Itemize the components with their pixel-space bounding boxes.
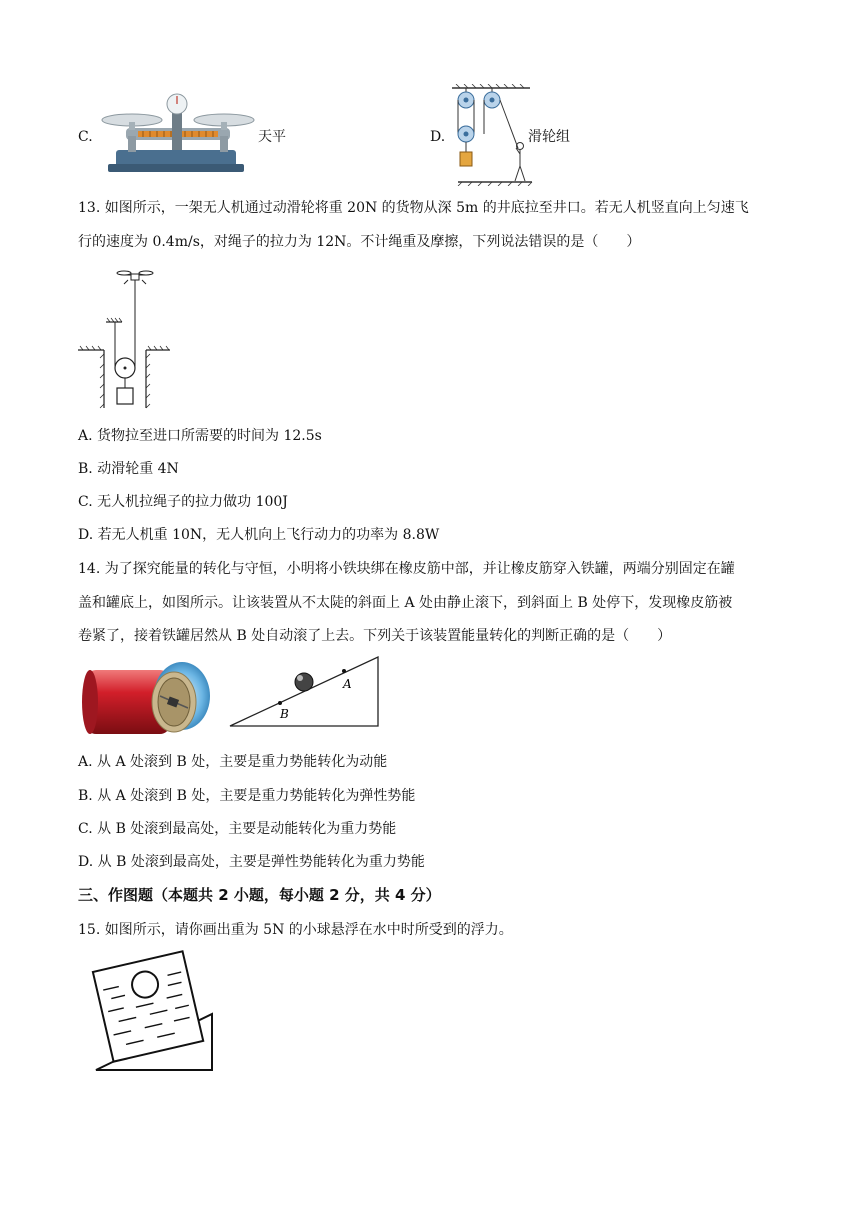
pulley-block-image [448,84,534,186]
q13-stem-line1: 13. 如图所示，一架无人机通过动滑轮将重 20N 的货物从深 5m 的井底拉至井口。若无人机竖直向上匀速飞 [78,200,749,216]
rolling-can [295,673,313,691]
q14-option-a: A. 从 A 处滚到 B 处，主要是重力势能转化为动能 [78,754,388,770]
section-heading: 三、作图题（本题共 2 小题，每小题 2 分，共 4 分） [78,886,441,904]
option-d-letter: D. [430,129,446,145]
balance-scale-image [98,92,258,174]
point-a-dot [342,669,346,673]
option-d-label: 滑轮组 [528,129,570,145]
option-c-label: 天平 [258,129,286,145]
tilted-container [93,951,203,1061]
q14-stem-line3: 卷紧了，接着铁罐居然从 B 处自动滚了上去。下列关于该装置能量转化的判断正确的是（ ） [78,628,672,644]
q13-option-b: B. 动滑轮重 4N [78,461,179,477]
label-b: B [280,707,289,721]
iron-can-image [80,658,212,742]
floating-ball-diagram [84,946,218,1076]
q14-option-c: C. 从 B 处滚到最高处，主要是动能转化为重力势能 [78,821,397,837]
option-c-letter: C. [78,129,93,145]
q14-stem-line1: 14. 为了探究能量的转化与守恒，小明将小铁块绑在橡皮筋中部，并让橡皮筋穿入铁罐，两端分别固定在罐 [78,561,735,577]
label-a: A [343,677,352,691]
q14-stem-line2: 盖和罐底上，如图所示。让该装置从不太陡的斜面上 A 处由静止滚下，到斜面上 B 处停下，发现橡皮筋被 [78,595,733,611]
q14-option-b: B. 从 A 处滚到 B 处，主要是重力势能转化为弹性势能 [78,788,416,804]
q13-option-c: C. 无人机拉绳子的拉力做功 100J [78,494,288,510]
q13-option-d: D. 若无人机重 10N，无人机向上飞行动力的功率为 8.8W [78,527,440,543]
q13-option-a: A. 货物拉至进口所需要的时间为 12.5s [78,428,322,444]
cargo-box [117,388,133,404]
point-b-dot [278,701,282,705]
q15-stem-line1: 15. 如图所示，请你画出重为 5N 的小球悬浮在水中时所受到的浮力。 [78,922,513,938]
q13-stem-line2: 行的速度为 0.4m/s，对绳子的拉力为 12N。不计绳重及摩擦，下列说法错误的是（ ） [78,234,641,250]
drone-well-diagram [78,264,174,410]
q14-option-d: D. 从 B 处滚到最高处，主要是弹性势能转化为重力势能 [78,854,425,870]
incline-diagram [228,654,382,730]
